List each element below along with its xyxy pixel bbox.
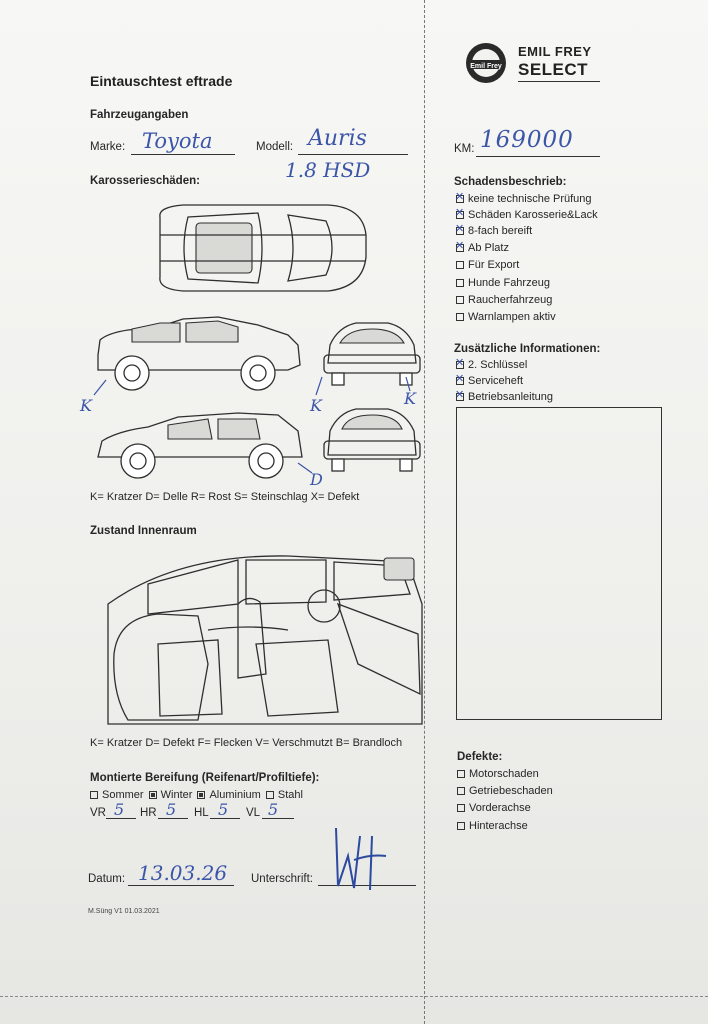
checkbox-icon[interactable] — [266, 791, 274, 799]
fold-line-vertical — [424, 0, 425, 1024]
checkbox-icon[interactable] — [197, 791, 205, 799]
tire-depth-vr-value[interactable]: 5 — [114, 800, 125, 819]
damage-mark-front-left: K — [310, 396, 322, 415]
notes-box[interactable] — [456, 407, 662, 720]
checkbox-icon[interactable] — [457, 787, 465, 795]
emil-frey-emblem-icon — [462, 40, 510, 86]
checkbox-icon[interactable] — [456, 377, 464, 385]
checkbox-icon[interactable] — [456, 195, 464, 203]
emil-frey-logo — [462, 40, 606, 86]
tire-depth-hr-label: HR — [140, 807, 157, 819]
tire-depth-hl-label: HL — [194, 807, 209, 819]
vehicle-section-label: Fahrzeugangaben — [90, 109, 189, 121]
interior-diagram[interactable] — [88, 544, 424, 732]
form-title: Eintauschtest eftrade — [90, 73, 233, 89]
car-side-left-view[interactable] — [98, 317, 300, 390]
car-top-view[interactable] — [160, 205, 366, 291]
damage-mark-front-right: K — [404, 389, 416, 408]
form-version: M.Süng V1 01.03.2021 — [88, 908, 160, 915]
damage-item-body-paint[interactable]: ✕Schäden Karosserie&Lack — [456, 209, 598, 221]
damage-item-ab-platz[interactable]: ✕Ab Platz — [456, 242, 509, 254]
defect-item-rear-axle[interactable]: Hinterachse — [457, 820, 528, 832]
defects-label: Defekte: — [457, 751, 503, 763]
model-label: Modell: — [256, 141, 294, 153]
emblem-text: Emil Frey — [470, 63, 502, 70]
checkbox-icon[interactable] — [456, 393, 464, 401]
defect-item-gearbox[interactable]: Getriebeschaden — [457, 785, 553, 797]
tire-option-aluminium[interactable]: Aluminium — [209, 789, 261, 801]
defect-item-engine[interactable]: Motorschaden — [457, 768, 539, 780]
damage-item-export[interactable]: Für Export — [456, 259, 519, 271]
checkbox-icon[interactable] — [456, 361, 464, 369]
info-item-service-book[interactable]: ✕Serviceheft — [456, 375, 523, 387]
checkbox-icon[interactable] — [457, 770, 465, 778]
car-rear-view[interactable] — [324, 409, 420, 471]
damage-description-label: Schadensbeschrieb: — [454, 176, 567, 188]
make-label: Marke: — [90, 141, 126, 153]
body-damage-legend: K= Kratzer D= Delle R= Rost S= Steinschlag X= Defekt — [90, 491, 360, 503]
signature-drawing[interactable] — [326, 816, 396, 896]
checkbox-icon[interactable] — [457, 804, 465, 812]
damage-mark-left: K — [80, 396, 92, 415]
interior-legend: K= Kratzer D= Defekt F= Flecken V= Verschmutzt B= Brandloch — [90, 737, 403, 749]
checkbox-icon[interactable] — [457, 822, 465, 830]
defect-item-front-axle[interactable]: Vorderachse — [457, 802, 531, 814]
checkbox-icon[interactable] — [456, 313, 464, 321]
checkbox-icon[interactable] — [456, 244, 464, 252]
tire-depth-vl-label: VL — [246, 807, 261, 819]
checkbox-icon[interactable] — [90, 791, 98, 799]
car-diagrams — [88, 195, 428, 495]
logo-line-2: SELECT — [518, 60, 589, 79]
body-damage-label: Karosserieschäden: — [90, 175, 200, 187]
tire-depth-vl-value[interactable]: 5 — [268, 800, 279, 819]
damage-item-smoker[interactable]: Raucherfahrzeug — [456, 294, 552, 306]
model-variant-value[interactable]: 1.8 HSD — [285, 158, 371, 182]
tire-option-winter[interactable]: Winter — [160, 789, 193, 801]
checkbox-icon[interactable] — [456, 227, 464, 235]
car-side-right-view[interactable] — [98, 413, 302, 478]
tire-option-summer[interactable]: Sommer — [102, 789, 144, 801]
checkbox-icon[interactable] — [456, 261, 464, 269]
tire-depth-hl-value[interactable]: 5 — [218, 800, 229, 819]
checkbox-icon[interactable] — [456, 296, 464, 304]
info-item-second-key[interactable]: ✕2. Schlüssel — [456, 359, 527, 371]
km-value[interactable]: 169000 — [480, 127, 574, 153]
tire-depth-hr-value[interactable]: 5 — [166, 800, 177, 819]
info-item-manual[interactable]: ✕Betriebsanleitung — [456, 391, 553, 403]
damage-item-no-technical-check[interactable]: ✕keine technische Prüfung — [456, 193, 592, 205]
fold-line-horizontal — [0, 996, 708, 997]
tire-option-steel[interactable]: Stahl — [277, 789, 303, 801]
checkbox-icon[interactable] — [456, 211, 464, 219]
additional-info-label: Zusätzliche Informationen: — [454, 343, 601, 355]
make-value[interactable]: Toyota — [142, 129, 213, 153]
damage-mark-rear: D — [310, 470, 323, 489]
logo-line-1: EMIL FREY — [518, 44, 592, 59]
signature-label: Unterschrift: — [251, 873, 313, 885]
checkbox-icon[interactable] — [456, 279, 464, 287]
damage-item-warning-lights[interactable]: Warnlampen aktiv — [456, 311, 556, 323]
damage-item-dog-vehicle[interactable]: Hunde Fahrzeug — [456, 277, 550, 289]
checkbox-icon[interactable] — [149, 791, 157, 799]
interior-label: Zustand Innenraum — [90, 525, 197, 537]
car-front-view[interactable] — [324, 323, 420, 385]
date-label: Datum: — [88, 873, 126, 885]
km-label: KM: — [454, 143, 475, 155]
damage-item-8-tires[interactable]: ✕8-fach bereift — [456, 225, 532, 237]
tires-label: Montierte Bereifung (Reifenart/Profiltiefe): — [90, 772, 320, 784]
date-value[interactable]: 13.03.26 — [138, 861, 228, 885]
tire-depth-vr-label: VR — [90, 807, 106, 819]
model-value[interactable]: Auris — [308, 126, 367, 151]
